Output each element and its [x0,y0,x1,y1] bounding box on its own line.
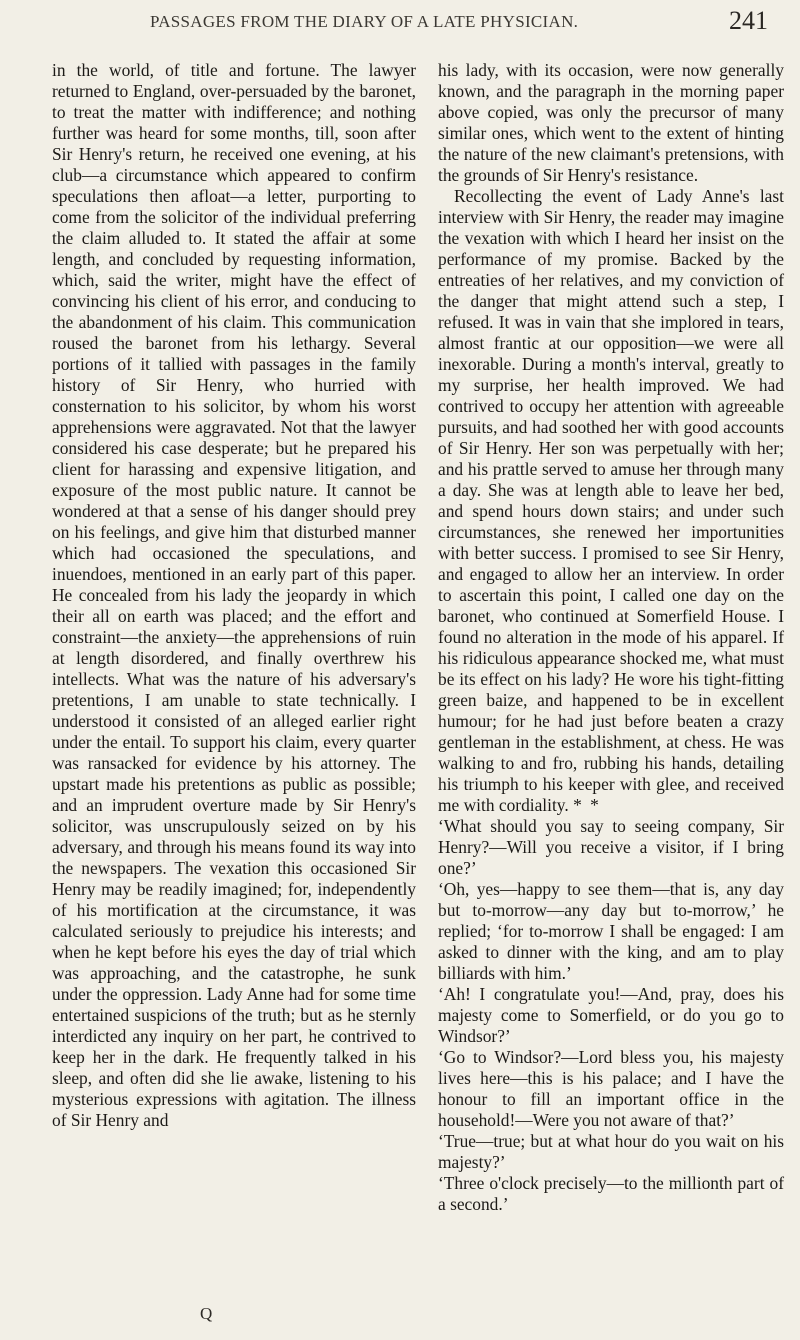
right-column [438,60,784,1215]
running-head: PASSAGES FROM THE DIARY OF A LATE PHYSICIAN. [150,12,579,31]
right-paragraph-continuation: his lady, with its occasion, were now generally known, and the paragraph in the morning paper above copied, was only the precursor of many similar ones, which went to the extent of hinting the nature of the new claimant's pretensions, with the grounds of Sir Henry's resistance. [438,60,784,185]
right-paragraph-narrative [438,186,784,816]
left-column [52,60,416,1131]
dialogue-line: ‘Three o'clock precisely—to the millionth part of a second.’ [438,1173,784,1214]
dialogue-line: ‘What should you say to seeing company, Sir Henry?—Will you receive a visitor, if I bring one?’ [438,816,784,878]
signature-mark: Q [200,1304,213,1323]
dialogue-line: ‘Oh, yes—happy to see them—that is, any day but to-morrow—any day but to-morrow,’ he replied; ‘for to-morrow I shall be engaged: I am asked to dinner with the king, and am to play billiards with him.’ [438,879,784,983]
dialogue-line: ‘Ah! I congratulate you!—And, pray, does his majesty come to Somerfield, or do you go to Windsor?’ [438,984,784,1046]
narrative-text: Recollecting the event of Lady Anne's last interview with Sir Henry, the reader may imagine the vexation with which I heard her insist on the performance of my promise. Backed by the entreaties of her relatives, and my conviction of the danger that might attend such a step, I refused. It was in vain that she implored in tears, almost frantic at our opposition—we were all inexorable. During a month's interval, greatly to my surprise, her health improved. We had contrived to occupy her attention with agreeable pursuits, and had soothed her with good accounts of Sir Henry. Her son was perpetually with her; and his prattle served to amuse her through many a day. She was at length able to leave her bed, and spend hours down stairs; and under such circumstances, she renewed her importunities with better success. I promised to see Sir Henry, and engaged to allow her an interview. In order to ascertain this point, I called one day on the baronet, who continued at Somerfield House. I found no alteration in the mode of his apparel. If his ridiculous appearance shocked me, what must be its effect on his lady? He wore his tight-fitting green baize, and happened to be in excellent humour; for he had just before beaten a crazy gentleman in the establishment, at chess. He was walking to and fro, rubbing his hands, detailing his triumph to his keeper with glee, and received me with cordiality. [438,186,784,815]
ellipsis-stars: * * [573,795,601,815]
left-paragraph: in the world, of title and fortune. The lawyer returned to England, over-persuaded by the baronet, to treat the matter with indifference; and nothing further was heard for some months, till, soon after Sir Henry's return, he received one evening, at his club—a circumstance which appeared to confirm speculations then afloat—a letter, purporting to come from the solicitor of the individual preferring the claim alluded to. It stated the affair at some length, and concluded by requesting information, which, said the writer, might have the effect of convincing his client of his error, and conducing to the abandonment of his claim. This communication roused the baronet from his lethargy. Several portions of it tallied with passages in the family history of Sir Henry, who hurried with consternation to his solicitor, by whom his worst apprehensions were aggravated. Not that the lawyer considered his case desperate; but he prepared his client for harassing and expensive litigation, and exposure of the most public nature. It cannot be wondered at that a sense of his danger should prey on his feelings, and give him that disturbed manner which had occasioned the speculations, and inuendoes, mentioned in an early part of this paper. He concealed from his lady the jeopardy in which their all on earth was placed; and the effort and constraint—the anxiety—the apprehensions of ruin at length disordered, and finally overthrew his intellects. What was the nature of his adversary's pretentions, I am unable to state technically. I understood it consisted of an alleged earlier right under the entail. To support his claim, every quarter was ransacked for evidence by his attorney. The upstart made his pretentions as public as possible; and an imprudent overture made by Sir Henry's solicitor, was unscrupulously seized on by his adversary, and through his means found its way into the newspapers. The vexation this occasioned Sir Henry may be readily imagined; for, independently of his mortification at the circumstance, it was calculated seriously to prejudice his interests; and when he kept before his eyes the day of trial which was approaching, and the catastrophe, he sunk under the oppression. Lady Anne had for some time entertained suspicions of the truth; but as he sternly interdicted any inquiry on her part, he contrived to keep her in the dark. He frequently talked in his sleep, and often did she lie awake, listening to his mysterious expressions with agitation. The illness of Sir Henry and [52,60,416,1130]
page-header [150,6,790,46]
dialogue-line: ‘True—true; but at what hour do you wait on his majesty?’ [438,1131,784,1172]
page-number: 241 [729,6,768,35]
dialogue-line: ‘Go to Windsor?—Lord bless you, his majesty lives here—this is his palace; and I have the honour to fill an important office in the household!—Were you not aware of that?’ [438,1047,784,1130]
